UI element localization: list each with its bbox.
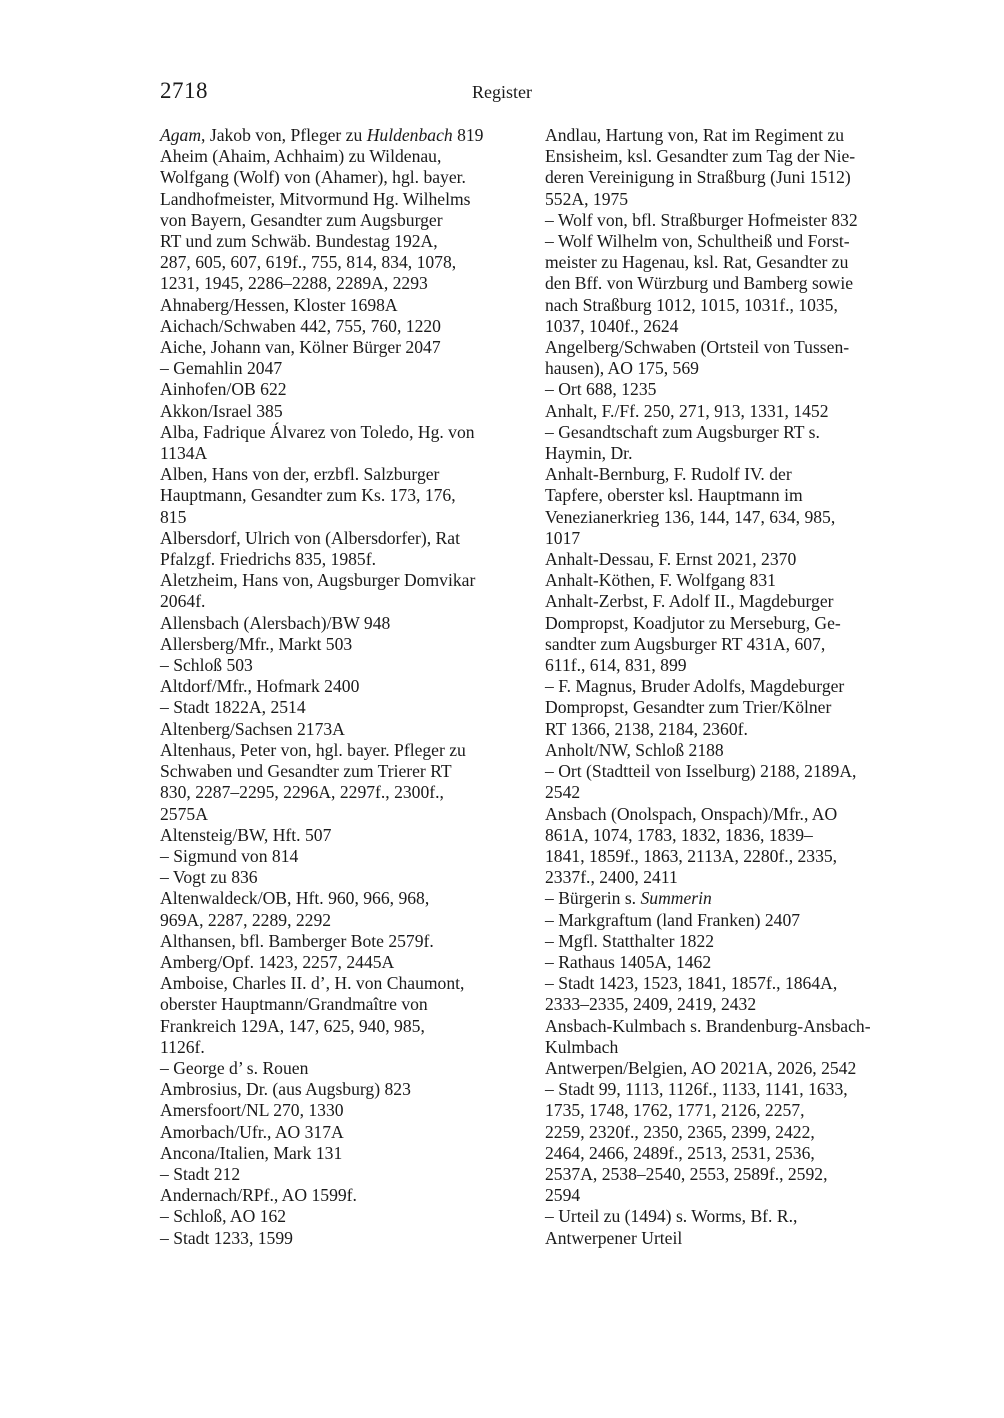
index-entry: [160, 358, 530, 379]
index-entry: [160, 337, 530, 358]
index-entry-line: Akkon/Israel 385: [160, 400, 283, 421]
index-entry-line: Dompropst, Gesandter zum Trier/Kölner: [545, 697, 832, 718]
index-entry-line: – Ort 688, 1235: [545, 379, 657, 400]
index-entry-line: 815: [160, 506, 187, 527]
index-entry-line: Amorbach/Ufr., AO 317A: [160, 1121, 344, 1142]
index-entry-line: – Stadt 1233, 1599: [160, 1227, 293, 1248]
index-entry-line: Venezianerkrieg 136, 144, 147, 634, 985,: [545, 506, 836, 527]
index-entry: [545, 888, 915, 909]
index-entry: [545, 125, 915, 210]
index-entry-line: Altenwaldeck/OB, Hft. 960, 966, 968,: [160, 888, 430, 909]
index-entry: [545, 549, 915, 570]
index-entry-line: Ansbach-Kulmbach s. Brandenburg-Ansbach-: [545, 1015, 871, 1036]
index-entry-line: – George d’ s. Rouen: [160, 1057, 309, 1078]
index-entry-line: – Stadt 212: [160, 1163, 241, 1184]
index-entry: [545, 210, 915, 231]
index-entry-line: Frankreich 129A, 147, 625, 940, 985,: [160, 1015, 425, 1036]
index-entry-line: Albersdorf, Ulrich von (Albersdorfer), Rat: [160, 527, 460, 548]
index-entry-line: – Urteil zu (1494) s. Worms, Bf. R.,: [545, 1206, 798, 1227]
index-entry-line: Kulmbach: [545, 1036, 619, 1057]
index-entry-line: Agam, Jakob von, Pfleger zu Huldenbach 819: [160, 125, 484, 145]
index-entry: [160, 676, 530, 697]
index-entry-line: 552A, 1975: [545, 188, 629, 209]
index-entry-line: Anhalt-Köthen, F. Wolfgang 831: [545, 570, 776, 591]
index-entry: [160, 1100, 530, 1121]
index-entry-line: 969A, 2287, 2289, 2292: [160, 909, 332, 930]
index-entry-line: Antwerpen/Belgien, AO 2021A, 2026, 2542: [545, 1057, 857, 1078]
index-entry-line: Andlau, Hartung von, Rat im Regiment zu: [545, 125, 845, 145]
index-entry-line: – Bürgerin s. Summerin: [545, 888, 712, 909]
index-entry-line: Ansbach (Onolspach, Onspach)/Mfr., AO: [545, 803, 838, 824]
index-entry: [160, 295, 530, 316]
index-entry-line: hausen), AO 175, 569: [545, 358, 699, 379]
index-entry-line: Ahnaberg/Hessen, Kloster 1698A: [160, 294, 398, 315]
index-entry-line: RT 1366, 2138, 2184, 2360f.: [545, 718, 748, 739]
index-entry-line: – Stadt 1423, 1523, 1841, 1857f., 1864A,: [545, 973, 838, 994]
index-entry: [160, 1164, 530, 1185]
index-entry-line: 1231, 1945, 2286–2288, 2289A, 2293: [160, 273, 428, 294]
index-entry: [545, 952, 915, 973]
index-entry-line: 1735, 1748, 1762, 1771, 2126, 2257,: [545, 1100, 805, 1121]
index-entry-line: 2537A, 2538–2540, 2553, 2589f., 2592,: [545, 1163, 828, 1184]
index-entry-line: 2542: [545, 782, 581, 803]
index-entry-line: meister zu Hagenau, ksl. Rat, Gesandter zu: [545, 252, 849, 273]
index-entry-line: Dompropst, Koadjutor zu Merseburg, Ge-: [545, 612, 841, 633]
index-entry: [545, 1206, 915, 1248]
index-entry: [160, 1143, 530, 1164]
index-entry-line: Allensbach (Alersbach)/BW 948: [160, 612, 391, 633]
index-entry-line: Allersberg/Mfr., Markt 503: [160, 633, 353, 654]
index-entry: [545, 464, 915, 549]
index-entry-line: RT und zum Schwäb. Bundestag 192A,: [160, 231, 438, 252]
index-entry: [160, 1206, 530, 1227]
index-entry-line: 830, 2287–2295, 2296A, 2297f., 2300f.,: [160, 782, 444, 803]
index-entry-line: – Schloß 503: [160, 655, 253, 676]
index-entry: [160, 146, 530, 294]
index-entry: [160, 316, 530, 337]
index-entry-line: – Mgfl. Statthalter 1822: [545, 930, 715, 951]
index-entry: [160, 655, 530, 676]
index-entry: [545, 401, 915, 422]
index-entry: [545, 910, 915, 931]
index-entry-line: von Bayern, Gesandter zum Augsburger: [160, 209, 443, 230]
index-entry-line: sandter zum Augsburger RT 431A, 607,: [545, 633, 826, 654]
index-entry: [160, 888, 530, 930]
index-entry-line: – Rathaus 1405A, 1462: [545, 951, 712, 972]
index-entry: [545, 231, 915, 337]
index-entry-line: 2259, 2320f., 2350, 2365, 2399, 2422,: [545, 1121, 815, 1142]
index-entry-line: den Bff. von Würzburg und Bamberg sowie: [545, 273, 854, 294]
index-entry: [160, 401, 530, 422]
index-entry: [160, 422, 530, 464]
index-entry-line: 1134A: [160, 443, 208, 464]
index-entry-line: Altenhaus, Peter von, hgl. bayer. Pfleger zu: [160, 739, 466, 760]
index-entry-line: Anhalt-Zerbst, F. Adolf II., Magdeburger: [545, 591, 834, 612]
index-entry-line: Haymin, Dr.: [545, 443, 633, 464]
index-entry-line: 2064f.: [160, 591, 206, 612]
index-entry-line: Angelberg/Schwaben (Ortsteil von Tussen-: [545, 337, 850, 358]
index-entry: [545, 761, 915, 803]
index-entry-line: Aiche, Johann van, Kölner Bürger 2047: [160, 337, 441, 358]
index-entry: [545, 973, 915, 1015]
index-entry: [545, 931, 915, 952]
index-entry-line: Landhofmeister, Mitvormund Hg. Wilhelms: [160, 188, 471, 209]
index-entry-line: Antwerpener Urteil: [545, 1227, 683, 1248]
index-entry: [160, 125, 530, 146]
index-entry-line: – Vogt zu 836: [160, 867, 258, 888]
index-entry: [160, 1185, 530, 1206]
index-entry-line: 2575A: [160, 803, 208, 824]
index-entry: [160, 613, 530, 634]
index-entry-line: – Gemahlin 2047: [160, 358, 283, 379]
index-entry-line: Schwaben und Gesandter zum Trierer RT: [160, 761, 452, 782]
index-entry: [160, 973, 530, 1058]
index-entry: [160, 846, 530, 867]
index-entry-line: – F. Magnus, Bruder Adolfs, Magdeburger: [545, 676, 845, 697]
index-entry-line: – Gesandtschaft zum Augsburger RT s.: [545, 421, 820, 442]
index-entry: [160, 528, 530, 570]
index-entry: [545, 676, 915, 740]
index-entry-line: Ainhofen/OB 622: [160, 379, 287, 400]
index-entry-line: 287, 605, 607, 619f., 755, 814, 834, 1078,: [160, 252, 457, 273]
index-entry-line: 861A, 1074, 1783, 1832, 1836, 1839–: [545, 824, 813, 845]
index-entry: [160, 719, 530, 740]
index-entry-line: Wolfgang (Wolf) von (Ahamer), hgl. bayer.: [160, 167, 466, 188]
index-entry: [160, 1058, 530, 1079]
index-entry-line: – Ort (Stadtteil von Isselburg) 2188, 2189A,: [545, 761, 857, 782]
index-entry: [545, 570, 915, 591]
index-entry-line: Altdorf/Mfr., Hofmark 2400: [160, 676, 360, 697]
index-entry-line: 2337f., 2400, 2411: [545, 867, 678, 888]
index-entry: [160, 697, 530, 718]
index-entry-line: 611f., 614, 831, 899: [545, 655, 687, 676]
index-entry: [545, 422, 915, 464]
index-entry-line: – Markgraftum (land Franken) 2407: [545, 909, 801, 930]
index-entry: [545, 1079, 915, 1206]
index-entry-line: Anhalt, F./Ff. 250, 271, 913, 1331, 1452: [545, 400, 829, 421]
index-entry: [545, 1016, 915, 1058]
index-entry: [160, 952, 530, 973]
index-entry: [160, 867, 530, 888]
index-entry-line: Pfalzgf. Friedrichs 835, 1985f.: [160, 549, 376, 570]
index-entry: [160, 1228, 530, 1249]
index-entry-line: Alba, Fadrique Álvarez von Toledo, Hg. von: [160, 421, 475, 442]
index-column-left: [160, 125, 530, 1249]
page-number: 2718: [160, 78, 208, 103]
index-entry-line: – Wolf von, bfl. Straßburger Hofmeister 832: [545, 209, 858, 230]
index-entry: [545, 379, 915, 400]
index-entry-line: Amersfoort/NL 270, 1330: [160, 1100, 344, 1121]
index-entry-line: 2594: [545, 1185, 581, 1206]
index-entry-line: Anhalt-Bernburg, F. Rudolf IV. der: [545, 464, 792, 485]
index-entry-line: Anhalt-Dessau, F. Ernst 2021, 2370: [545, 549, 797, 570]
index-entry: [160, 740, 530, 825]
index-entry-line: Altensteig/BW, Hft. 507: [160, 824, 332, 845]
index-entry: [160, 1079, 530, 1100]
index-entry-line: Alben, Hans von der, erzbfl. Salzburger: [160, 464, 440, 485]
index-entry-line: – Sigmund von 814: [160, 845, 299, 866]
index-entry: [160, 1122, 530, 1143]
index-entry: [160, 825, 530, 846]
index-entry-line: Althansen, bfl. Bamberger Bote 2579f.: [160, 930, 434, 951]
index-entry-line: – Stadt 1822A, 2514: [160, 697, 306, 718]
index-entry: [160, 570, 530, 612]
index-entry-line: Andernach/RPf., AO 1599f.: [160, 1185, 357, 1206]
index-entry-line: Aletzheim, Hans von, Augsburger Domvikar: [160, 570, 476, 591]
index-entry-line: – Wolf Wilhelm von, Schultheiß und Forst-: [545, 231, 850, 252]
index-entry-line: deren Vereinigung in Straßburg (Juni 1512): [545, 167, 851, 188]
index-entry: [545, 591, 915, 676]
index-entry: [545, 740, 915, 761]
index-entry-line: Amberg/Opf. 1423, 2257, 2445A: [160, 951, 395, 972]
index-entry-line: Amboise, Charles II. d’, H. von Chaumont,: [160, 973, 465, 994]
index-entry-line: 1017: [545, 527, 581, 548]
index-entry-line: nach Straßburg 1012, 1015, 1031f., 1035,: [545, 294, 838, 315]
index-entry-line: Ensisheim, ksl. Gesandter zum Tag der Nie-: [545, 146, 856, 167]
index-entry-line: Altenberg/Sachsen 2173A: [160, 718, 345, 739]
index-entry-line: Aheim (Ahaim, Achhaim) zu Wildenau,: [160, 146, 442, 167]
running-head: Register: [472, 82, 532, 102]
index-entry-line: Hauptmann, Gesandter zum Ks. 173, 176,: [160, 485, 456, 506]
index-entry-line: oberster Hauptmann/Grandmaître von: [160, 994, 428, 1015]
index-entry-line: 1126f.: [160, 1036, 205, 1057]
index-entry: [545, 337, 915, 379]
index-entry: [545, 1058, 915, 1079]
index-entry-line: 2333–2335, 2409, 2419, 2432: [545, 994, 757, 1015]
index-entry: [160, 464, 530, 528]
index-entry-line: 2464, 2466, 2489f., 2513, 2531, 2536,: [545, 1142, 815, 1163]
index-entry-line: 1841, 1859f., 1863, 2113A, 2280f., 2335,: [545, 845, 838, 866]
index-entry-line: Ancona/Italien, Mark 131: [160, 1142, 343, 1163]
index-entry-line: – Stadt 99, 1113, 1126f., 1133, 1141, 1633,: [545, 1079, 848, 1100]
index-entry: [160, 931, 530, 952]
index-entry: [160, 379, 530, 400]
index-entry: [545, 804, 915, 889]
index-column-right: [545, 125, 915, 1249]
index-entry-line: 1037, 1040f., 2624: [545, 315, 679, 336]
index-entry-line: Aichach/Schwaben 442, 755, 760, 1220: [160, 315, 441, 336]
index-entry-line: – Schloß, AO 162: [160, 1206, 287, 1227]
index-entry: [160, 634, 530, 655]
index-entry-line: Tapfere, oberster ksl. Hauptmann im: [545, 485, 803, 506]
index-entry-line: Anholt/NW, Schloß 2188: [545, 739, 724, 760]
index-entry-line: Ambrosius, Dr. (aus Augsburg) 823: [160, 1079, 411, 1100]
